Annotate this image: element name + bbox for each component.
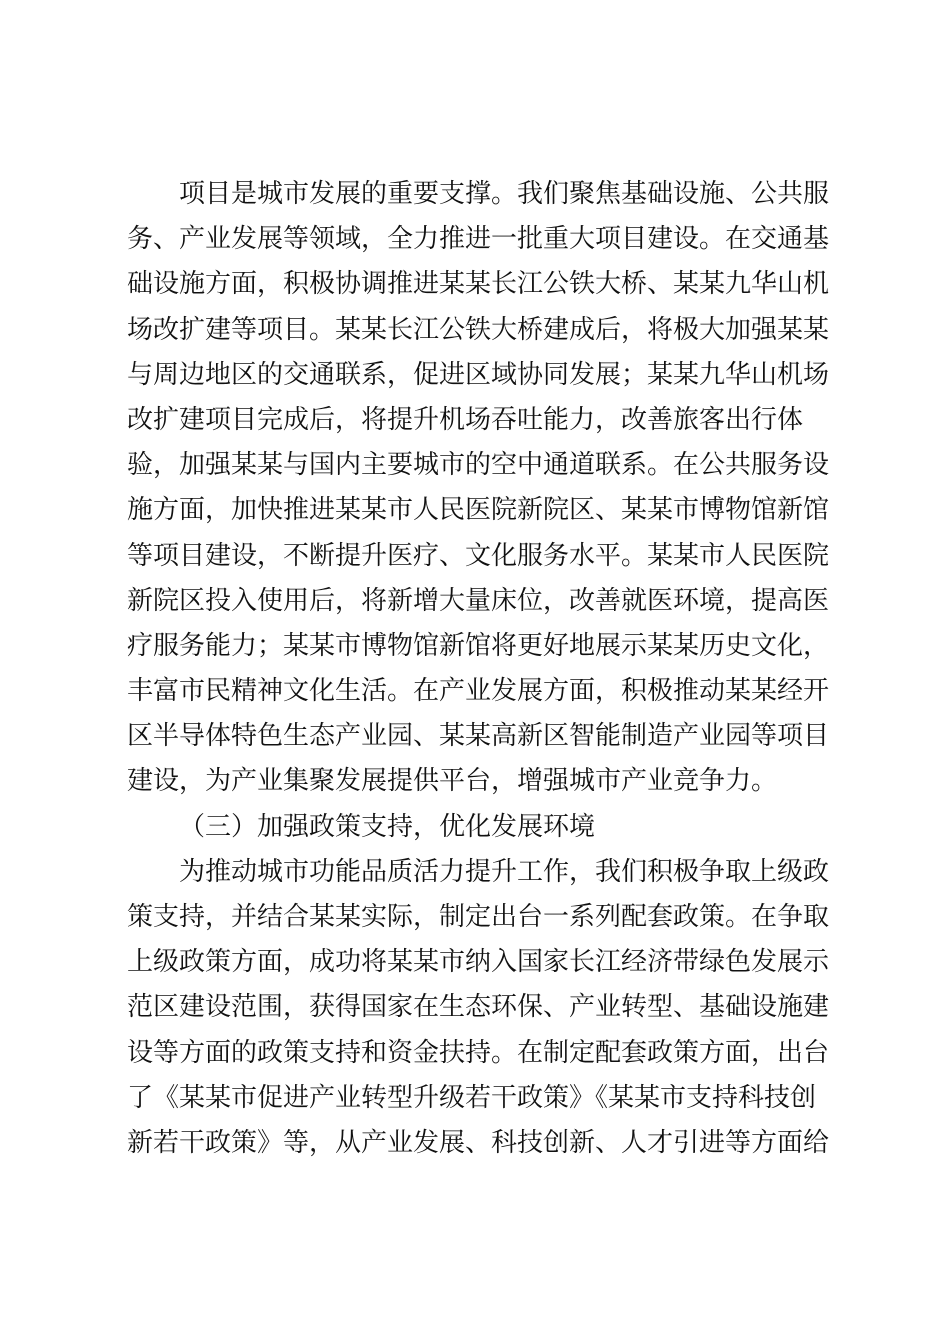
paragraph-line: 建设，为产业集聚发展提供平台，增强城市产业竞争力。 <box>127 766 778 797</box>
paragraph-line: 设等方面的政策支持和资金扶持。在制定配套政策方面，出台 <box>127 1037 830 1068</box>
paragraph-line: 务、产业发展等领域，全力推进一批重大项目建设。在交通基 <box>127 224 830 255</box>
paragraph-line: 新院区投入使用后，将新增大量床位，改善就医环境，提高医 <box>127 585 830 616</box>
section-heading: （三）加强政策支持，优化发展环境 <box>179 811 596 842</box>
paragraph-line: 区半导体特色生态产业园、某某高新区智能制造产业园等项目 <box>127 721 830 752</box>
paragraph-line: 新若干政策》等，从产业发展、科技创新、人才引进等方面给 <box>127 1127 830 1158</box>
paragraph-line: 等项目建设，不断提升医疗、文化服务水平。某某市人民医院 <box>127 540 830 571</box>
paragraph-line: 范区建设范围，获得国家在生态环保、产业转型、基础设施建 <box>127 992 830 1023</box>
paragraph-line: 场改扩建等项目。某某长江公铁大桥建成后，将极大加强某某 <box>127 314 830 345</box>
paragraph-line: 策支持，并结合某某实际，制定出台一系列配套政策。在争取 <box>127 902 830 932</box>
paragraph-line: 丰富市民精神文化生活。在产业发展方面，积极推动某某经开 <box>127 676 830 707</box>
paragraph-line: 础设施方面，积极协调推进某某长江公铁大桥、某某九华山机 <box>127 269 830 300</box>
paragraph-line: 验，加强某某与国内主要城市的空中通道联系。在公共服务设 <box>127 450 830 481</box>
document-body <box>127 172 830 1166</box>
paragraph-line: 上级政策方面，成功将某某市纳入国家长江经济带绿色发展示 <box>127 947 830 978</box>
paragraph-line: 为推动城市功能品质活力提升工作，我们积极争取上级政 <box>179 856 830 887</box>
paragraph-line: 疗服务能力；某某市博物馆新馆将更好地展示某某历史文化， <box>127 630 830 661</box>
paragraph-line: 与周边地区的交通联系，促进区域协同发展；某某九华山机场 <box>127 359 830 390</box>
paragraph-line: 项目是城市发展的重要支撑。我们聚焦基础设施、公共服 <box>179 179 830 209</box>
paragraph-line: 施方面，加快推进某某市人民医院新院区、某某市博物馆新馆 <box>127 495 830 526</box>
paragraph-line: 了《某某市促进产业转型升级若干政策》《某某市支持科技创 <box>127 1082 817 1113</box>
paragraph-line: 改扩建项目完成后，将提升机场吞吐能力，改善旅客出行体 <box>127 404 804 435</box>
